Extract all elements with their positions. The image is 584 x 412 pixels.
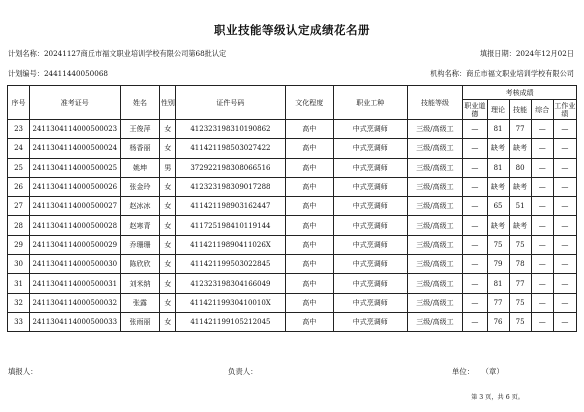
cell-job: 中式烹调师 [333,216,407,235]
cell-skill: 77 [509,120,531,139]
col-skill: 技能 [509,100,531,120]
cell-workperf: — [553,139,576,158]
cell-seq: 25 [8,158,30,177]
table-row [8,120,577,139]
cell-name: 张雨丽 [120,312,160,331]
cell-edu: 高中 [285,312,333,331]
cell-level: 三级/高级工 [407,120,463,139]
cell-level: 三级/高级工 [407,312,463,331]
cell-name: 刘米纳 [120,274,160,293]
table-row [8,177,577,196]
filler-label: 填报人： [8,367,38,376]
cell-seq: 24 [8,139,30,158]
cell-job: 中式烹调师 [333,120,407,139]
cell-id: 41142119930410010X [176,293,285,312]
cell-job: 中式烹调师 [333,293,407,312]
cell-workperf: — [553,197,576,216]
plan-name [8,49,226,59]
cell-overall: — [531,293,553,312]
cell-id: 412323198304166049 [176,274,285,293]
cell-workperf: — [553,274,576,293]
score-table [7,85,577,332]
cell-ethics: — [463,293,487,312]
cell-overall: — [531,139,553,158]
cell-id: 412323198309017288 [176,177,285,196]
table-row [8,293,577,312]
cell-level: 三级/高级工 [407,139,463,158]
cell-overall: — [531,216,553,235]
cell-id: 411421199105212045 [176,312,285,331]
cell-name: 张金玲 [120,177,160,196]
org-name-value: 商丘市福文职业培训学校有限公司 [466,69,574,78]
cell-id: 411421198503027422 [176,139,285,158]
plan-number-label: 计划编号： [8,69,44,78]
page-number: 第 3 页，共 6 页。 [471,394,524,401]
cell-job: 中式烹调师 [333,312,407,331]
cell-theory: 76 [487,312,509,331]
cell-ticket: 2411304114000500030 [30,255,120,274]
cell-job: 中式烹调师 [333,139,407,158]
fill-date-value: 2024年12月02日 [515,49,574,58]
cell-gender: 女 [160,312,176,331]
col-job: 职业工种 [333,86,407,120]
cell-id: 411421198903162447 [176,197,285,216]
cell-skill: 77 [509,274,531,293]
cell-overall: — [531,274,553,293]
cell-job: 中式烹调师 [333,255,407,274]
cell-ethics: — [463,274,487,293]
cell-gender: 女 [160,139,176,158]
cell-ethics: — [463,235,487,254]
col-workperf: 工作业绩 [554,101,576,118]
cell-overall: — [531,158,553,177]
cell-gender: 男 [160,158,176,177]
cell-ethics: — [463,216,487,235]
cell-skill: 51 [509,197,531,216]
cell-name: 张露 [120,293,160,312]
cell-ethics: — [463,197,487,216]
cell-gender: 女 [160,293,176,312]
cell-skill: 缺考 [509,177,531,196]
cell-edu: 高中 [285,197,333,216]
cell-seq: 27 [8,197,30,216]
cell-level: 三级/高级工 [407,293,463,312]
cell-gender: 女 [160,274,176,293]
cell-edu: 高中 [285,293,333,312]
cell-theory: 75 [487,235,509,254]
cell-ticket: 2411304114000500025 [30,158,120,177]
cell-name: 杨香丽 [120,139,160,158]
cell-theory: 77 [487,293,509,312]
cell-ticket: 2411304114000500027 [30,197,120,216]
cell-workperf: — [553,216,576,235]
cell-ticket: 2411304114000500026 [30,177,120,196]
cell-level: 三级/高级工 [407,158,463,177]
cell-overall: — [531,120,553,139]
col-ethics: 职业道德 [464,101,486,118]
cell-level: 三级/高级工 [407,255,463,274]
cell-skill: 75 [509,293,531,312]
cell-overall: — [531,255,553,274]
cell-seq: 30 [8,255,30,274]
cell-ethics: — [463,120,487,139]
cell-id: 412323198310190862 [176,120,285,139]
plan-number-value: 24411440050068 [43,69,108,78]
cell-workperf: — [553,158,576,177]
cell-job: 中式烹调师 [333,197,407,216]
table-row [8,216,577,235]
cell-ticket: 2411304114000500029 [30,235,120,254]
cell-seq: 31 [8,274,30,293]
table-row [8,274,577,293]
table-row [8,139,577,158]
cell-ethics: — [463,255,487,274]
cell-overall: — [531,177,553,196]
cell-edu: 高中 [285,274,333,293]
cell-gender: 女 [160,235,176,254]
cell-name: 王俊萍 [120,120,160,139]
col-seq: 序号 [8,86,30,120]
col-gender: 性别 [160,86,176,120]
cell-ticket: 2411304114000500028 [30,216,120,235]
cell-ethics: — [463,177,487,196]
cell-theory: 缺考 [487,216,509,235]
cell-ethics: — [463,312,487,331]
cell-theory: 缺考 [487,177,509,196]
cell-edu: 高中 [285,177,333,196]
cell-workperf: — [553,255,576,274]
cell-theory: 81 [487,120,509,139]
table-row [8,197,577,216]
col-theory: 理论 [487,100,509,120]
fill-date [480,49,574,59]
cell-name: 姚坤 [120,158,160,177]
fill-date-label: 填报日期： [479,49,516,58]
cell-gender: 女 [160,120,176,139]
cell-job: 中式烹调师 [333,158,407,177]
page-title: 职业技能等级认定成绩花名册 [214,23,370,37]
cell-gender: 女 [160,255,176,274]
cell-ticket: 2411304114000500024 [30,139,120,158]
cell-theory: 81 [487,158,509,177]
cell-id: 411725198410119144 [176,216,285,235]
cell-overall: — [531,197,553,216]
cell-ticket: 2411304114000500033 [30,312,120,331]
cell-job: 中式烹调师 [333,274,407,293]
cell-skill: 缺考 [509,216,531,235]
col-overall: 综合 [531,100,553,120]
cell-workperf: — [553,293,576,312]
cell-overall: — [531,235,553,254]
cell-edu: 高中 [285,158,333,177]
cell-ticket: 2411304114000500032 [30,293,120,312]
cell-edu: 高中 [285,255,333,274]
col-ticket: 准考证号 [30,86,120,120]
cell-workperf: — [553,177,576,196]
cell-skill: 75 [509,235,531,254]
table-row [8,235,577,254]
org-name-label: 机构名称： [430,69,467,78]
cell-name: 乔珊珊 [120,235,160,254]
cell-seq: 23 [8,120,30,139]
cell-level: 三级/高级工 [407,177,463,196]
cell-job: 中式烹调师 [333,235,407,254]
cell-theory: 79 [487,255,509,274]
cell-seq: 29 [8,235,30,254]
cell-id: 411421199503022845 [176,255,285,274]
cell-theory: 缺考 [487,139,509,158]
cell-edu: 高中 [285,216,333,235]
cell-ethics: — [463,158,487,177]
cell-skill: 缺考 [509,139,531,158]
table-row [8,255,577,274]
cell-skill: 78 [509,255,531,274]
plan-name-value: 20241127商丘市福文职业培训学校有限公司第68批认定 [43,49,227,58]
col-scores: 考核成绩 [463,86,577,100]
cell-id: 41142119890411026X [176,235,285,254]
col-id: 证件号码 [176,86,285,120]
cell-edu: 高中 [285,120,333,139]
cell-name: 陈欣欣 [120,255,160,274]
plan-number [8,69,108,79]
cell-seq: 26 [8,177,30,196]
cell-skill: 75 [509,312,531,331]
cell-seq: 32 [8,293,30,312]
responsible-label: 负责人： [228,367,258,376]
unit-stamp-label: 单位： （章） [452,367,504,376]
col-name: 姓名 [120,86,160,120]
table-row [8,158,577,177]
plan-name-label: 计划名称： [8,49,44,58]
cell-name: 赵寒青 [120,216,160,235]
cell-theory: 81 [487,274,509,293]
cell-level: 三级/高级工 [407,197,463,216]
col-level: 技能等级 [407,86,463,120]
cell-ethics: — [463,139,487,158]
cell-gender: 女 [160,216,176,235]
cell-edu: 高中 [285,139,333,158]
cell-theory: 65 [487,197,509,216]
cell-skill: 80 [509,158,531,177]
cell-ticket: 2411304114000500023 [30,120,120,139]
cell-level: 三级/高级工 [407,274,463,293]
cell-ticket: 2411304114000500031 [30,274,120,293]
org-name [430,69,574,79]
cell-workperf: — [553,120,576,139]
cell-gender: 女 [160,177,176,196]
cell-job: 中式烹调师 [333,177,407,196]
cell-workperf: — [553,312,576,331]
cell-gender: 女 [160,197,176,216]
cell-level: 三级/高级工 [407,216,463,235]
cell-workperf: — [553,235,576,254]
cell-seq: 28 [8,216,30,235]
table-row [8,312,577,331]
cell-overall: — [531,312,553,331]
cell-id: 372922198308066516 [176,158,285,177]
cell-name: 赵冰冰 [120,197,160,216]
cell-edu: 高中 [285,235,333,254]
cell-level: 三级/高级工 [407,235,463,254]
col-edu: 文化程度 [285,86,333,120]
cell-seq: 33 [8,312,30,331]
